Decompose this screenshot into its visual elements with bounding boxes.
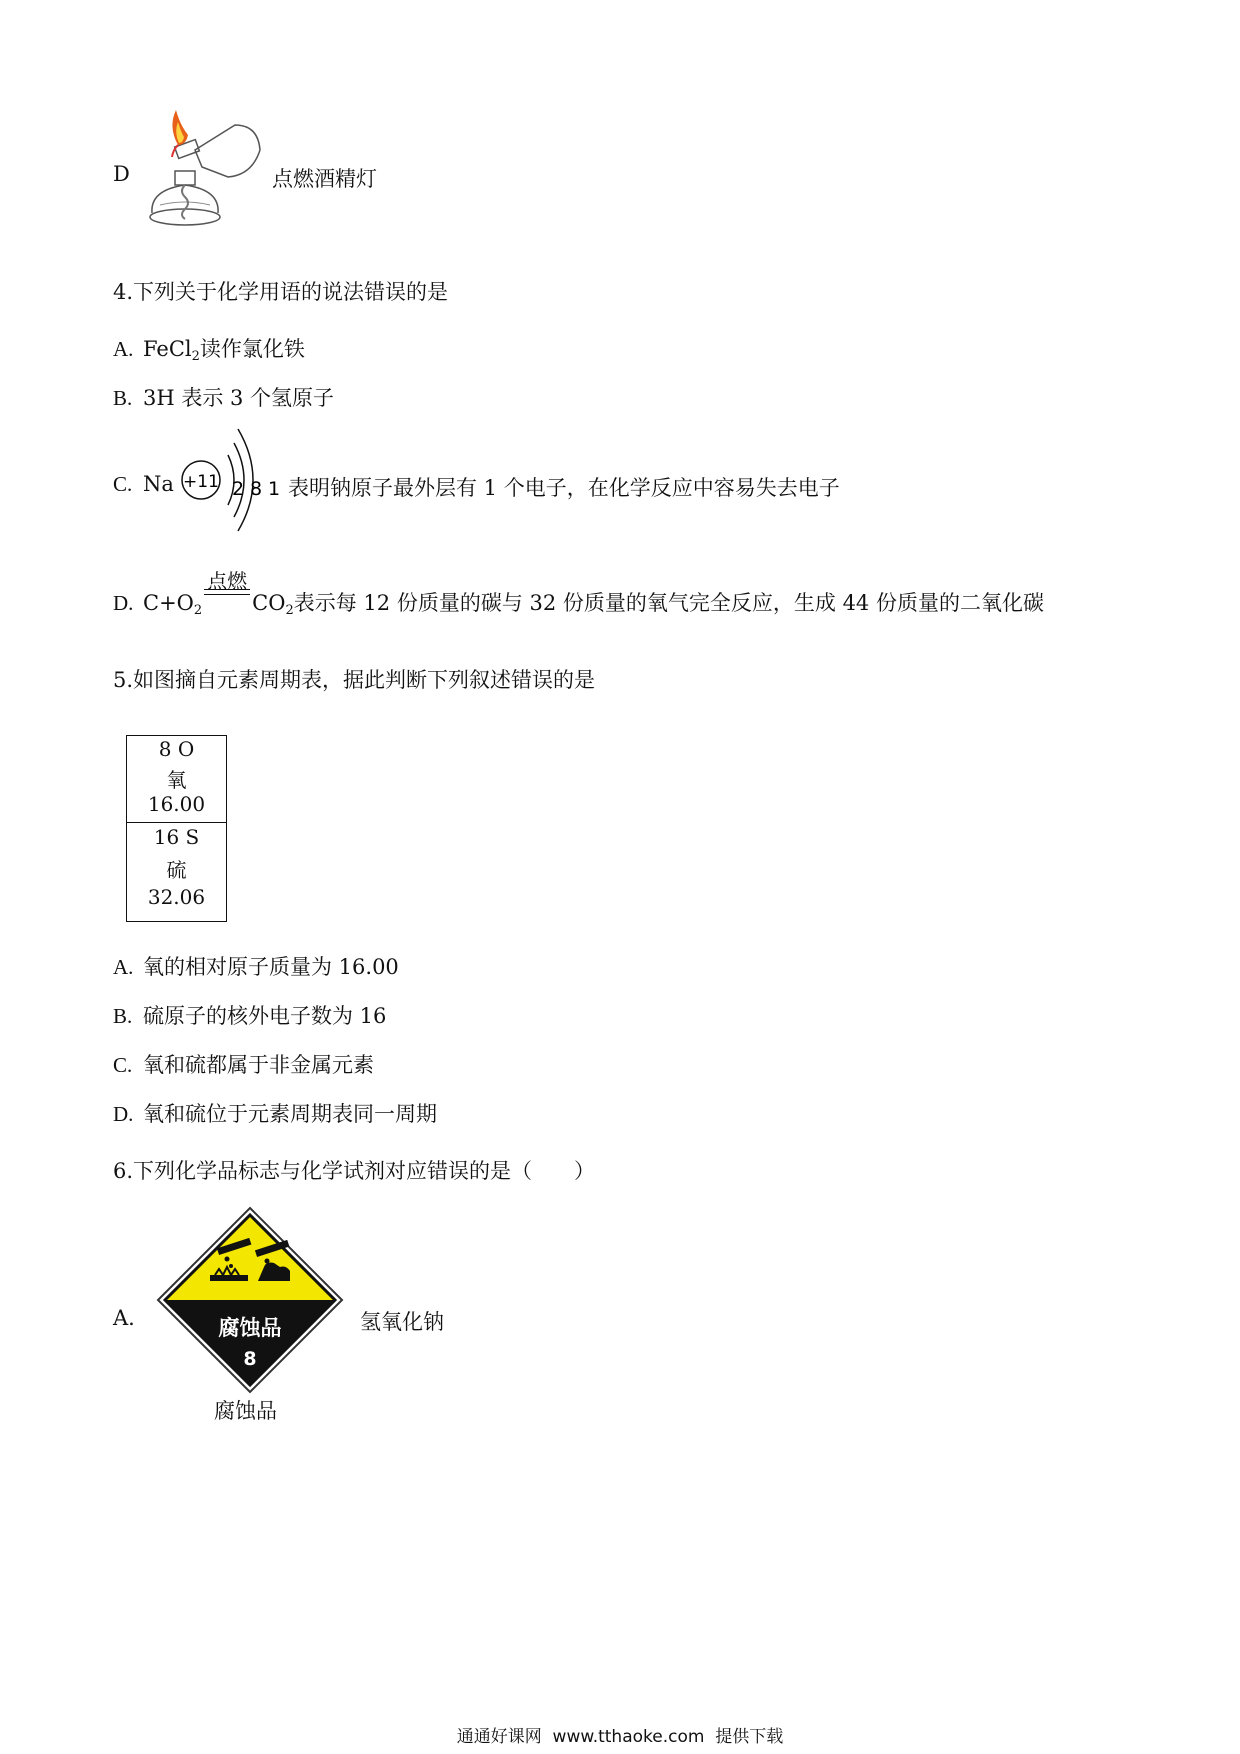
- shell-1-electrons: 2: [231, 478, 245, 500]
- sulfur-name: 硫: [166, 858, 187, 882]
- shell-2-electrons: 8: [249, 478, 263, 500]
- question-4-title: 4.下列关于化学用语的说法错误的是: [113, 280, 449, 304]
- reaction-arrow: [202, 569, 252, 615]
- table-divider: [126, 822, 227, 823]
- q4-option-c-text: 表明钠原子最外层有 1 个电子，在化学反应中容易失去电子: [288, 476, 840, 500]
- option-text: 氧和硫位于元素周期表同一周期: [143, 1102, 437, 1126]
- option-text: 氧和硫都属于非金属元素: [143, 1053, 374, 1077]
- option-letter: C.: [113, 1053, 133, 1077]
- option-letter: B.: [113, 1004, 133, 1028]
- q5-option-c: [113, 1049, 374, 1079]
- q5-option-d: [113, 1098, 437, 1128]
- reaction-condition: 点燃: [207, 569, 248, 593]
- option-letter: D.: [113, 591, 134, 615]
- option-letter: B.: [113, 386, 133, 410]
- formula-subscript: 2: [191, 349, 200, 364]
- option-letter: A.: [113, 337, 134, 361]
- option-text: 3H 表示 3 个氢原子: [143, 386, 335, 410]
- element-symbol: Na: [143, 472, 174, 496]
- question-5-title: 5.如图摘自元素周期表，据此判断下列叙述错误的是: [113, 668, 596, 692]
- reactants: C+O: [143, 591, 194, 615]
- option-text: 硫原子的核外电子数为 16: [143, 1004, 387, 1028]
- option-text: 氧的相对原子质量为 16.00: [143, 955, 399, 979]
- q4-option-c-letter: C. Na: [113, 472, 174, 496]
- corrosive-hazard-sign: [155, 1205, 345, 1395]
- page-footer: 通通好课网 www.tthaoke.com 提供下载: [456, 1727, 784, 1747]
- alcohol-lamp-illustration: [140, 105, 275, 240]
- sulfur-mass: 32.06: [147, 885, 206, 909]
- option-letter: D.: [113, 1102, 134, 1126]
- option-d-text: 点燃酒精灯: [272, 167, 377, 191]
- oxygen-header: 8 O: [158, 737, 195, 761]
- hazard-sign-text: 腐蚀品: [218, 1316, 282, 1340]
- nucleus-charge: +11: [183, 472, 219, 492]
- q4-option-d: [113, 569, 1044, 618]
- sodium-atom-structure-diagram: [178, 425, 288, 540]
- reactant-subscript: 2: [193, 603, 203, 618]
- q4-option-a: [113, 333, 305, 364]
- option-letter: A.: [113, 955, 134, 979]
- q6-option-a-letter: A.: [113, 1306, 135, 1330]
- product: CO: [252, 591, 286, 615]
- hazard-sign-caption: 腐蚀品: [214, 1399, 277, 1423]
- product-subscript: 2: [285, 603, 294, 618]
- question-6-title: 6.下列化学品标志与化学试剂对应错误的是（ ）: [113, 1159, 596, 1183]
- q4-option-b: [113, 382, 334, 412]
- option-text: 表示每 12 份质量的碳与 32 份质量的氧气完全反应，生成 44 份质量的二氧化碳: [293, 591, 1044, 615]
- hazard-class-number: 8: [243, 1348, 257, 1370]
- oxygen-mass: 16.00: [147, 792, 206, 816]
- formula: FeCl: [143, 337, 192, 361]
- q5-option-b: [113, 1000, 386, 1030]
- oxygen-name: 氧: [166, 768, 187, 792]
- shell-3-electrons: 1: [267, 478, 281, 500]
- sulfur-header: 16 S: [153, 825, 200, 849]
- option-d-label: D: [113, 162, 130, 186]
- option-text: 读作氯化铁: [199, 337, 305, 361]
- q5-option-a: [113, 951, 399, 981]
- q6-option-a-text: 氢氧化钠: [360, 1310, 444, 1334]
